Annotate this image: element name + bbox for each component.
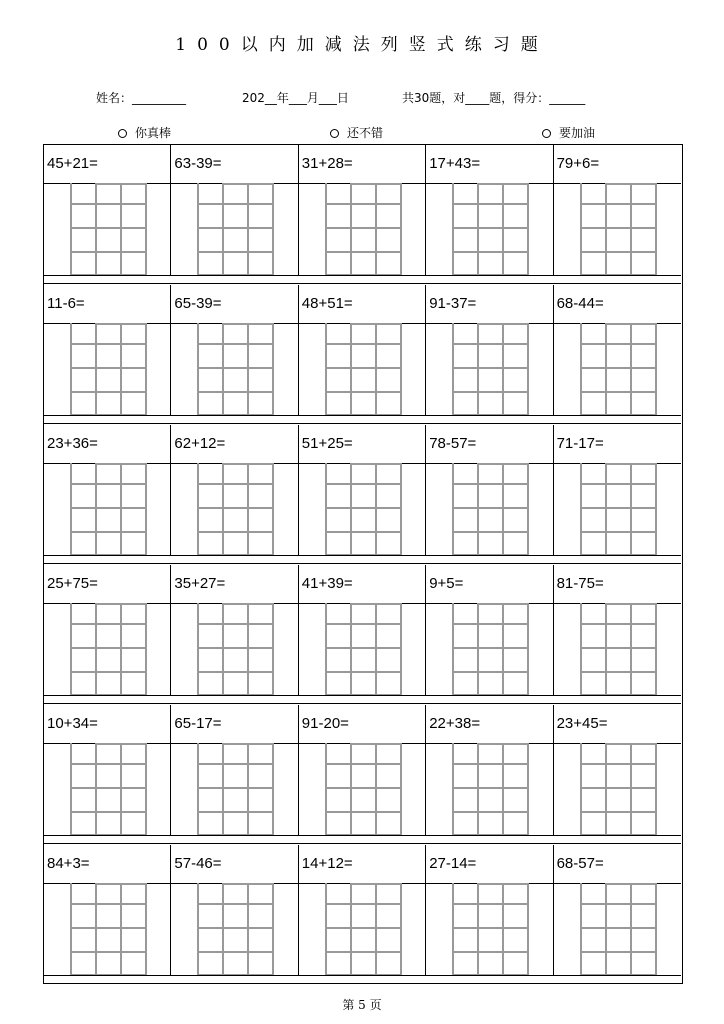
answer-grid[interactable] <box>44 743 171 835</box>
problem-cell[interactable] <box>554 705 681 835</box>
rating-option-1[interactable] <box>118 124 171 141</box>
name-field[interactable]: 姓名：_________ <box>96 91 187 105</box>
answer-grid[interactable] <box>426 323 553 415</box>
problem-text: 57-46= <box>174 855 222 872</box>
answer-grid[interactable] <box>554 603 681 695</box>
score-summary[interactable]: 共30题，对____题，得分：______ <box>402 91 586 105</box>
answer-grid[interactable] <box>299 743 426 835</box>
problem-row <box>44 425 681 565</box>
rating-options <box>0 124 724 140</box>
problem-text: 23+36= <box>47 435 98 452</box>
page-title: 100以内加减法列竖式练习题 <box>175 35 549 55</box>
answer-grid[interactable] <box>426 183 553 275</box>
answer-grid[interactable] <box>299 883 426 975</box>
answer-grid[interactable] <box>426 603 553 695</box>
problem-cell[interactable] <box>426 285 553 415</box>
rating-label: 要加油 <box>559 126 596 140</box>
problem-text: 71-17= <box>556 435 604 452</box>
problem-text: 62+12= <box>174 435 226 452</box>
answer-grid[interactable] <box>171 183 298 275</box>
problem-text: 31+28= <box>301 155 353 172</box>
problem-row <box>44 845 681 985</box>
problem-text: 14+12= <box>301 855 353 872</box>
answer-grid[interactable] <box>426 883 553 975</box>
problem-text: 63-39= <box>174 155 222 172</box>
problem-cell[interactable] <box>44 425 171 555</box>
answer-grid[interactable] <box>554 183 681 275</box>
rating-label: 你真棒 <box>135 126 172 140</box>
problem-cell[interactable] <box>44 845 171 975</box>
answer-grid[interactable] <box>554 743 681 835</box>
problem-cell[interactable] <box>171 565 298 695</box>
problem-row <box>44 705 681 845</box>
problem-text: 48+51= <box>301 295 353 312</box>
problem-cell[interactable] <box>171 845 298 975</box>
answer-grid[interactable] <box>171 743 298 835</box>
problem-row <box>44 145 681 285</box>
rating-option-3[interactable] <box>542 124 595 141</box>
answer-grid[interactable] <box>44 463 171 555</box>
page-number: 第 5 页 <box>342 998 382 1012</box>
date-field[interactable]: 202__年___月___日 <box>242 91 349 105</box>
problem-cell[interactable] <box>554 285 681 415</box>
student-info-line <box>96 89 656 107</box>
answer-grid[interactable] <box>554 883 681 975</box>
problem-cell[interactable] <box>171 145 298 275</box>
problem-text: 91-20= <box>301 715 349 732</box>
answer-grid[interactable] <box>426 743 553 835</box>
problem-text: 81-75= <box>556 575 604 592</box>
problem-cell[interactable] <box>426 705 553 835</box>
problem-cell[interactable] <box>426 565 553 695</box>
problem-text: 22+38= <box>429 715 481 732</box>
answer-grid[interactable] <box>44 883 171 975</box>
problem-cell[interactable] <box>554 145 681 275</box>
problem-text: 27-14= <box>429 855 477 872</box>
problem-cell[interactable] <box>426 845 553 975</box>
problem-text: 68-44= <box>556 295 604 312</box>
answer-grid[interactable] <box>44 183 171 275</box>
problem-cell[interactable] <box>44 285 171 415</box>
problem-text: 78-57= <box>429 435 477 452</box>
answer-grid[interactable] <box>171 883 298 975</box>
problem-text: 65-39= <box>174 295 222 312</box>
problem-cell[interactable] <box>44 565 171 695</box>
answer-grid[interactable] <box>299 323 426 415</box>
answer-grid[interactable] <box>44 603 171 695</box>
problem-cell[interactable] <box>299 425 426 555</box>
answer-grid[interactable] <box>299 603 426 695</box>
rating-option-2[interactable] <box>330 124 383 141</box>
answer-grid[interactable] <box>171 603 298 695</box>
problem-cell[interactable] <box>171 425 298 555</box>
answer-grid[interactable] <box>171 463 298 555</box>
problem-text: 9+5= <box>429 575 464 592</box>
answer-grid[interactable] <box>299 183 426 275</box>
problem-cell[interactable] <box>171 285 298 415</box>
problem-row <box>44 285 681 425</box>
problem-text: 41+39= <box>301 575 353 592</box>
problem-text: 11-6= <box>47 295 85 312</box>
circle-icon <box>330 129 339 138</box>
problem-text: 45+21= <box>47 155 98 172</box>
answer-grid[interactable] <box>44 323 171 415</box>
problem-text: 10+34= <box>47 715 98 732</box>
problem-text: 65-17= <box>174 715 222 732</box>
problem-cell[interactable] <box>44 705 171 835</box>
problem-text: 84+3= <box>47 855 90 872</box>
circle-icon <box>542 129 551 138</box>
problem-text: 68-57= <box>556 855 604 872</box>
problem-cell[interactable] <box>299 705 426 835</box>
problem-cell[interactable] <box>299 845 426 975</box>
rating-label: 还不错 <box>347 126 384 140</box>
problem-cell[interactable] <box>299 285 426 415</box>
problem-text: 35+27= <box>174 575 226 592</box>
answer-grid[interactable] <box>299 463 426 555</box>
circle-icon <box>118 129 127 138</box>
problem-cell[interactable] <box>554 425 681 555</box>
problem-cell[interactable] <box>299 565 426 695</box>
problem-text: 25+75= <box>47 575 98 592</box>
problem-cell[interactable] <box>426 425 553 555</box>
answer-grid[interactable] <box>554 463 681 555</box>
problem-cell[interactable] <box>554 565 681 695</box>
exercise-grid <box>43 144 683 984</box>
problem-text: 23+45= <box>556 715 608 732</box>
problem-row <box>44 565 681 705</box>
problem-cell[interactable] <box>426 145 553 275</box>
problem-cell[interactable] <box>299 145 426 275</box>
problem-text: 51+25= <box>301 435 353 452</box>
problem-text: 17+43= <box>429 155 481 172</box>
answer-grid[interactable] <box>171 323 298 415</box>
problem-cell[interactable] <box>554 845 681 975</box>
answer-grid[interactable] <box>426 463 553 555</box>
problem-cell[interactable] <box>44 145 171 275</box>
problem-cell[interactable] <box>171 705 298 835</box>
answer-grid[interactable] <box>554 323 681 415</box>
problem-text: 79+6= <box>556 155 600 172</box>
problem-text: 91-37= <box>429 295 477 312</box>
